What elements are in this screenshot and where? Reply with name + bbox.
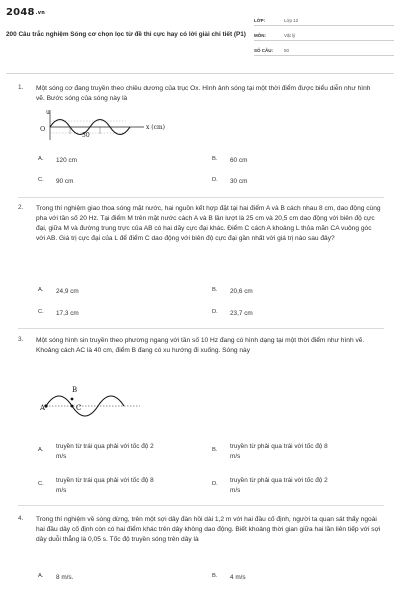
option-text: 90 cm xyxy=(56,178,74,185)
meta-row-count xyxy=(254,44,394,56)
option-letter: A. xyxy=(38,156,44,162)
header-divider xyxy=(6,73,394,74)
option-text xyxy=(230,476,328,495)
option-d[interactable] xyxy=(212,476,328,495)
option-letter: C. xyxy=(38,481,44,487)
meta-value: 50 xyxy=(284,48,290,53)
point-c-dot xyxy=(71,405,74,408)
option-text xyxy=(230,442,328,461)
option-text: 60 cm xyxy=(230,157,248,164)
meta-info xyxy=(254,14,394,59)
logo-suffix: .vn xyxy=(35,10,45,16)
option-line: m/s xyxy=(56,452,67,460)
option-line: truyền từ trái qua phải với tốc độ 2 xyxy=(56,443,154,450)
option-letter: B. xyxy=(212,156,218,162)
option-line: m/s xyxy=(230,452,241,460)
question-number: 4. xyxy=(18,515,24,522)
question-text: Trong thí nghiệm giao thoa sóng mặt nước, hai nguồn kết hợp đặt tại hai điểm A và B cách nhau 8 cm, dao động cùng pha với tần số 20 Hz. Tại điểm M trên mặt nước cách A và B lần lượt là 25 cm và 20,5 cm dao động với biên độ cực đại, giữa M và đường trung trực của AB có hai dãy cực đại khác. Điểm C cách A khoảng L thỏa mãn CA vuông góc với AB. Giá trị cực đại của L để điểm C dao động với biên độ cực đại gần nhất với giá trị nào sau đây? xyxy=(36,205,381,242)
question-3 xyxy=(18,336,384,376)
option-d[interactable] xyxy=(212,309,253,319)
option-text: 23,7 cm xyxy=(230,310,253,317)
logo-text: 2048 xyxy=(6,7,35,18)
question-text: Trong thí nghiệm về sóng dừng, trên một sợi dây đàn hồi dài 1,2 m với hai đầu cố định, người ta quan sát thấy ngoài hai đầu dây cố định còn có hai điểm khác trên dây không dao động. Biết khoảng thời gian giữa hai lần liên tiếp với sợi dây duỗi thẳng là 0,05 s. Tốc độ truyền sóng trên dây là xyxy=(36,516,381,543)
option-letter: D. xyxy=(212,309,218,315)
document-title: 200 Câu trắc nghiệm Sóng cơ chọn lọc từ đề thi cực hay có lời giải chi tiết (P1) xyxy=(6,31,246,38)
axis-u-label: u xyxy=(46,109,50,116)
question-text: Một sóng hình sin truyền theo phương ngang với tần số 10 Hz đang có hình dạng tại một thời điểm như hình vẽ. Khoảng cách AC là 40 cm, điểm B đang có xu hướng đi xuống. Sóng này xyxy=(36,337,365,354)
option-line: truyền từ phải qua trái với tốc độ 8 xyxy=(230,443,328,450)
point-a-label: A xyxy=(40,404,46,412)
option-letter: C. xyxy=(38,309,44,315)
question-4 xyxy=(18,515,384,565)
option-text: 24,9 cm xyxy=(56,288,79,295)
option-text: 120 cm xyxy=(56,157,77,164)
option-line: truyền từ trái qua phải với tốc độ 8 xyxy=(56,477,154,484)
question-divider xyxy=(18,505,384,506)
wave-figure-1 xyxy=(40,108,196,142)
axis-x-label: x (cm) xyxy=(146,124,166,131)
option-b[interactable] xyxy=(212,573,246,583)
question-number: 2. xyxy=(18,204,24,211)
option-line: truyền từ phải qua trái với tốc độ 2 xyxy=(230,477,328,484)
option-text: 4 m/s xyxy=(230,574,246,581)
option-text xyxy=(56,476,154,495)
meta-label: LỚP: xyxy=(254,18,266,23)
option-a[interactable] xyxy=(38,442,154,461)
meta-label: SỐ CÂU: xyxy=(254,48,273,53)
option-letter: D. xyxy=(212,177,218,183)
option-letter: B. xyxy=(212,447,218,453)
origin-label: O xyxy=(40,125,46,133)
meta-row-subject xyxy=(254,29,394,41)
option-b[interactable] xyxy=(212,442,328,461)
meta-row-class xyxy=(254,14,394,26)
meta-value: Vật lý xyxy=(284,33,296,38)
question-2 xyxy=(18,204,384,284)
question-number: 1. xyxy=(18,84,24,91)
option-text: 20,6 cm xyxy=(230,288,253,295)
option-letter: A. xyxy=(38,573,44,579)
question-divider xyxy=(18,197,384,198)
wave-figure-3 xyxy=(42,380,142,422)
tick-label: 30 xyxy=(82,132,90,139)
option-d[interactable] xyxy=(212,177,247,187)
option-letter: B. xyxy=(212,287,218,293)
option-b[interactable] xyxy=(212,156,247,166)
option-text xyxy=(56,442,154,461)
meta-label: MÔN: xyxy=(254,33,266,38)
option-b[interactable] xyxy=(212,287,253,297)
point-c-label: C xyxy=(76,404,82,412)
option-c[interactable] xyxy=(38,476,154,495)
option-c[interactable] xyxy=(38,177,73,187)
option-a[interactable] xyxy=(38,573,73,583)
option-letter: A. xyxy=(38,287,44,293)
option-line: m/s xyxy=(230,486,241,494)
option-c[interactable] xyxy=(38,309,79,319)
option-a[interactable] xyxy=(38,287,79,297)
option-line: m/s xyxy=(56,486,67,494)
meta-value: Lớp 12 xyxy=(284,18,299,23)
option-text: 8 m/s. xyxy=(56,574,74,581)
option-letter: D. xyxy=(212,481,218,487)
option-text: 30 cm xyxy=(230,178,248,185)
option-a[interactable] xyxy=(38,156,77,166)
site-logo[interactable] xyxy=(6,7,45,18)
point-b-label: B xyxy=(72,386,78,394)
option-letter: C. xyxy=(38,177,44,183)
question-text: Một sóng cơ đang truyền theo chiều dương của trục Ox. Hình ảnh sóng tại một thời điểm được biểu diễn như hình vẽ. Bước sóng của sóng này là xyxy=(36,85,371,102)
option-letter: A. xyxy=(38,447,44,453)
point-b-dot xyxy=(71,398,74,401)
option-letter: B. xyxy=(212,573,218,579)
option-text: 17,3 cm xyxy=(56,310,79,317)
question-divider xyxy=(18,328,384,329)
question-number: 3. xyxy=(18,336,24,343)
